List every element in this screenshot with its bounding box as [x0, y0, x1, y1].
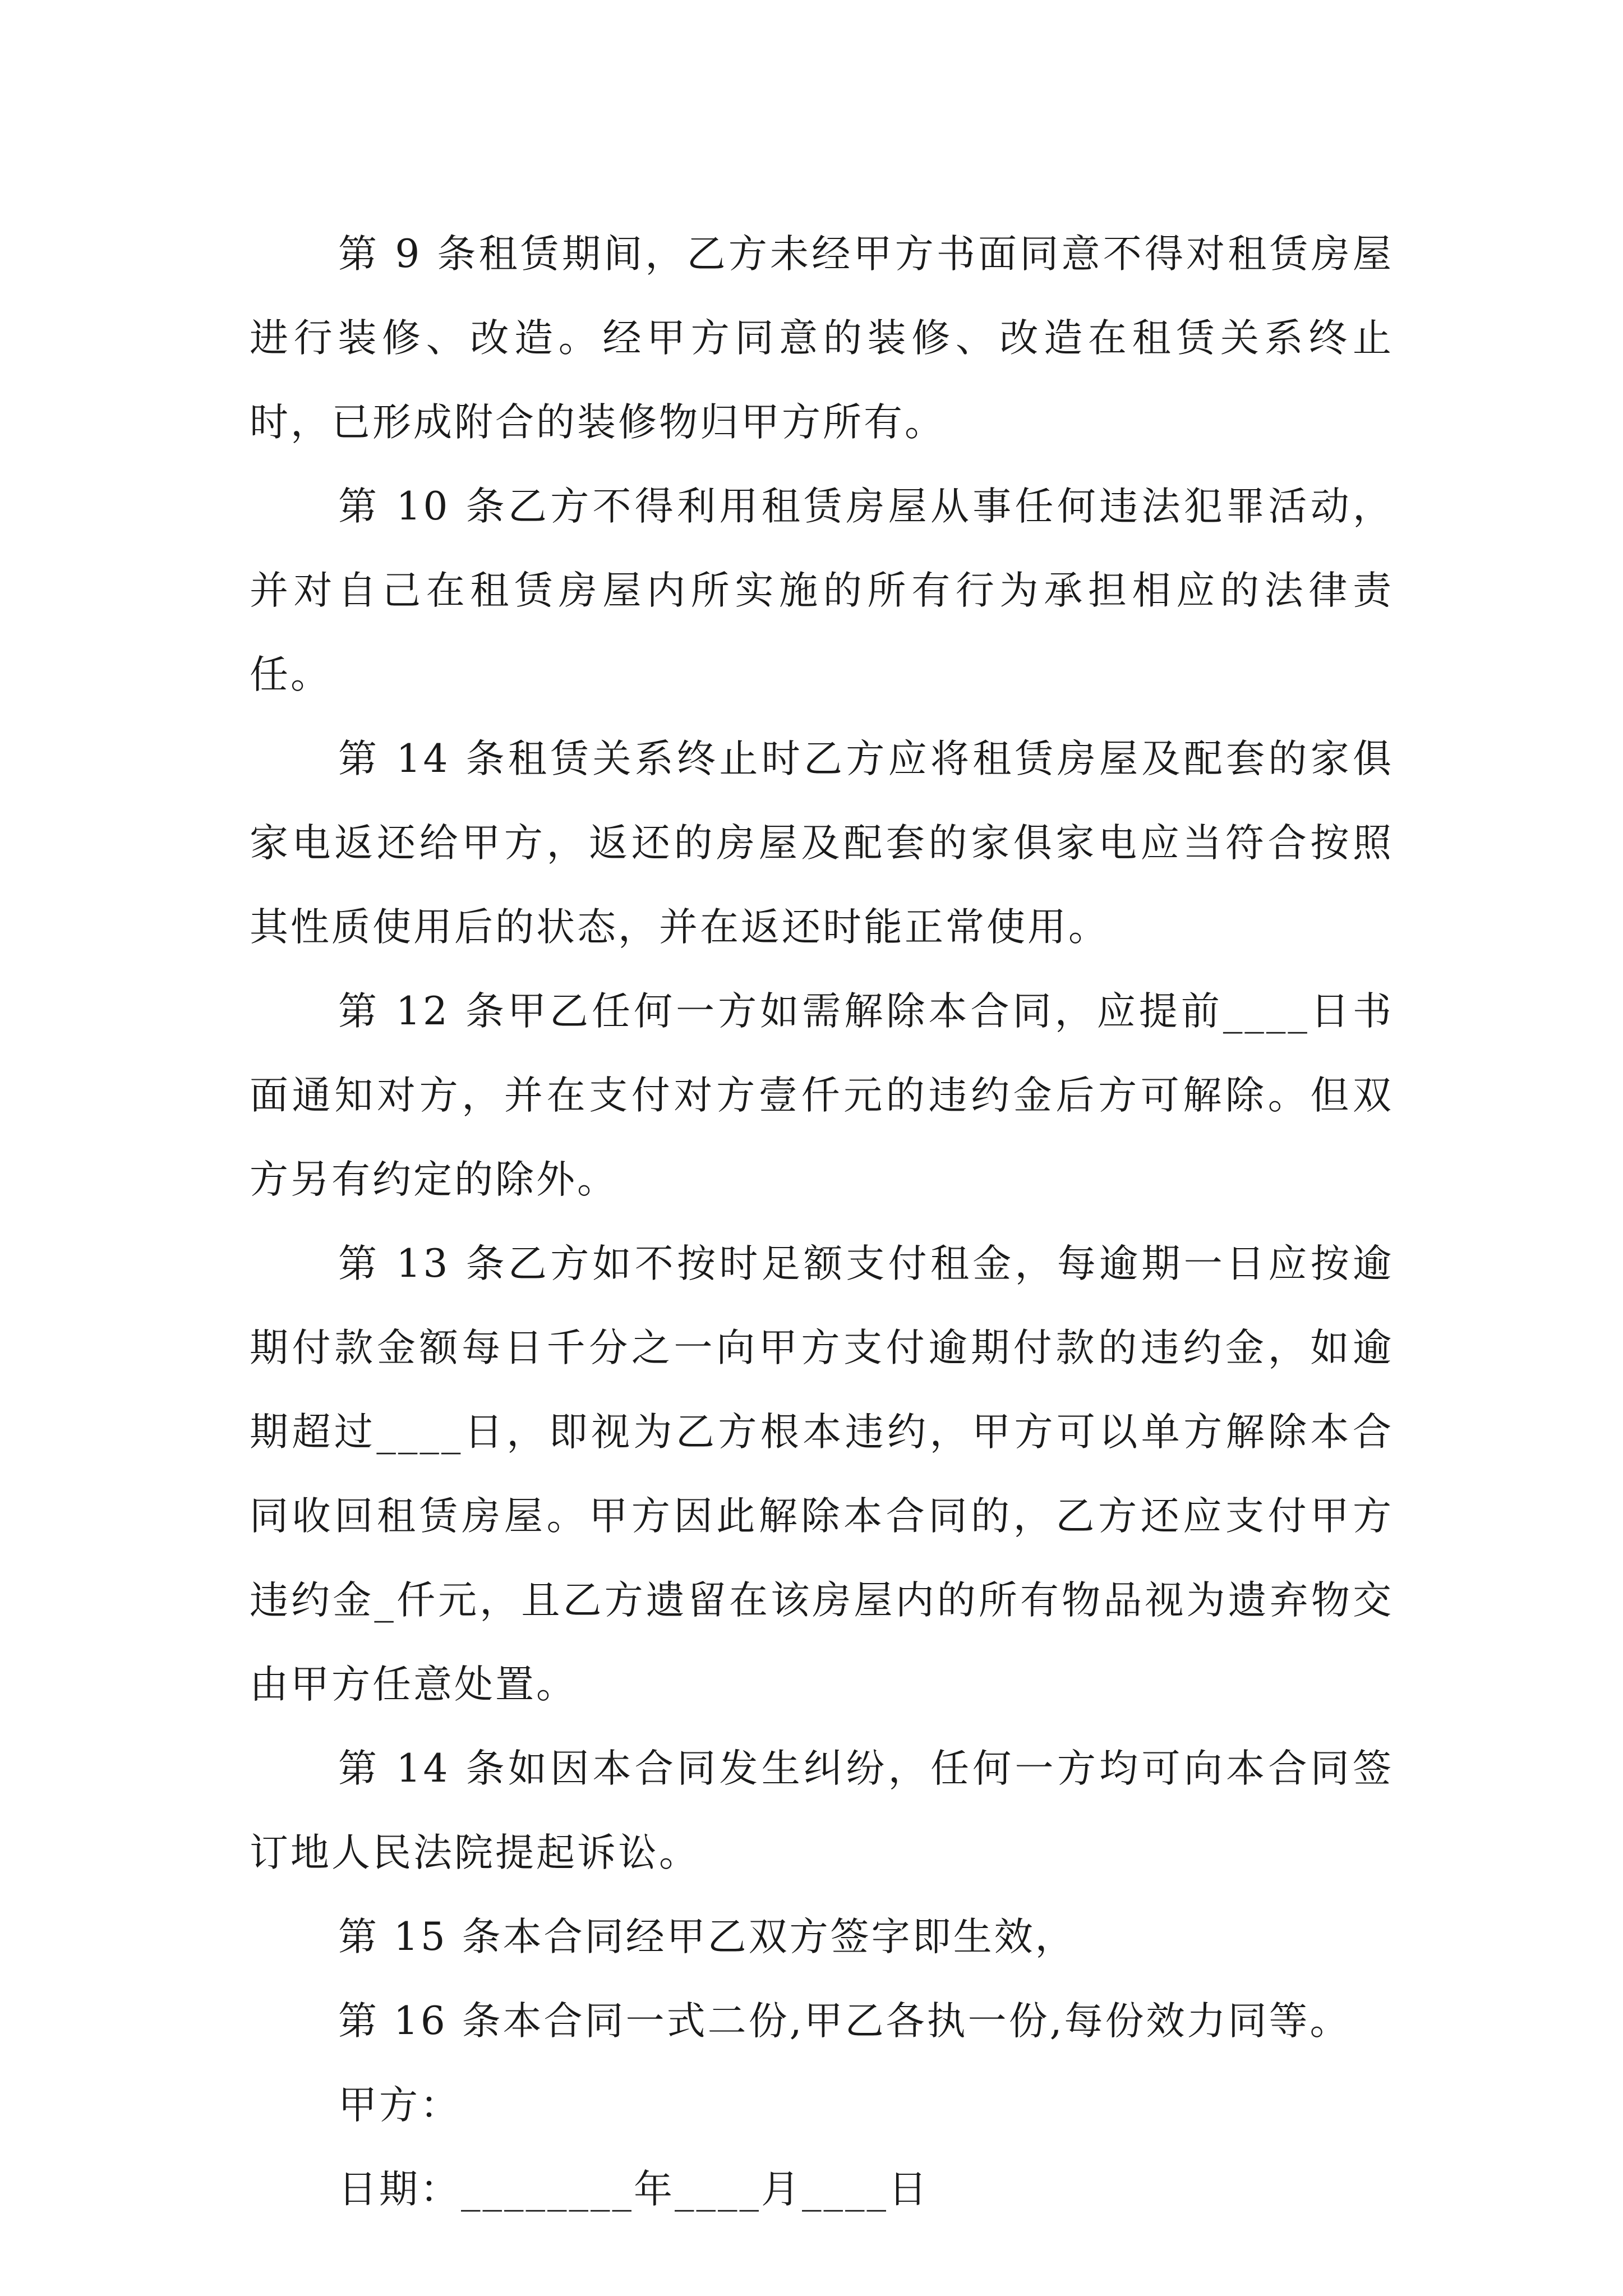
- clause-10: 第 10 条乙方不得利用租赁房屋从事任何违法犯罪活动，并对自己在租赁房屋内所实施的所有行为承担相应的法律责任。: [250, 484, 1394, 697]
- party-a-signature-line: 甲方：: [338, 2083, 461, 2128]
- clause-13: 第 13 条乙方如不按时足额支付租金，每逾期一日应按逾期付款金额每日千分之一向甲方支付逾期付款的违约金，如逾期超过____日，即视为乙方根本违约，甲方可以单方解除本合同收回租赁房屋。甲方因此解除本合同的，乙方还应支付甲方违约金_仟元，且乙方遗留在该房屋内的所有物品视为遗弃物交由甲方任意处置。: [250, 1241, 1394, 1707]
- clause-15: 第 15 条本合同经甲乙双方签字即生效，: [338, 1915, 1076, 1959]
- contract-body: [250, 212, 1394, 2231]
- clause-14-dispute: 第 14 条如因本合同发生纠纷，任何一方均可向本合同签订地人民法院提起诉讼。: [250, 1746, 1394, 1875]
- clause-16: 第 16 条本合同一式二份,甲乙各执一份,每份效力同等。: [338, 1999, 1351, 2044]
- clause-14-return: 第 14 条租赁关系终止时乙方应将租赁房屋及配套的家俱家电返还给甲方，返还的房屋及配套的家俱家电应当符合按照其性质使用后的状态，并在返还时能正常使用。: [250, 737, 1394, 950]
- date-line: 日期：________年____月____日: [338, 2167, 929, 2212]
- clause-9: 第 9 条租赁期间，乙方未经甲方书面同意不得对租赁房屋进行装修、改造。经甲方同意的装修、改造在租赁关系终止时，已形成附合的装修物归甲方所有。: [250, 232, 1394, 445]
- clause-12: 第 12 条甲乙任何一方如需解除本合同，应提前____日书面通知对方，并在支付对方壹仟元的违约金后方可解除。但双方另有约定的除外。: [250, 989, 1394, 1202]
